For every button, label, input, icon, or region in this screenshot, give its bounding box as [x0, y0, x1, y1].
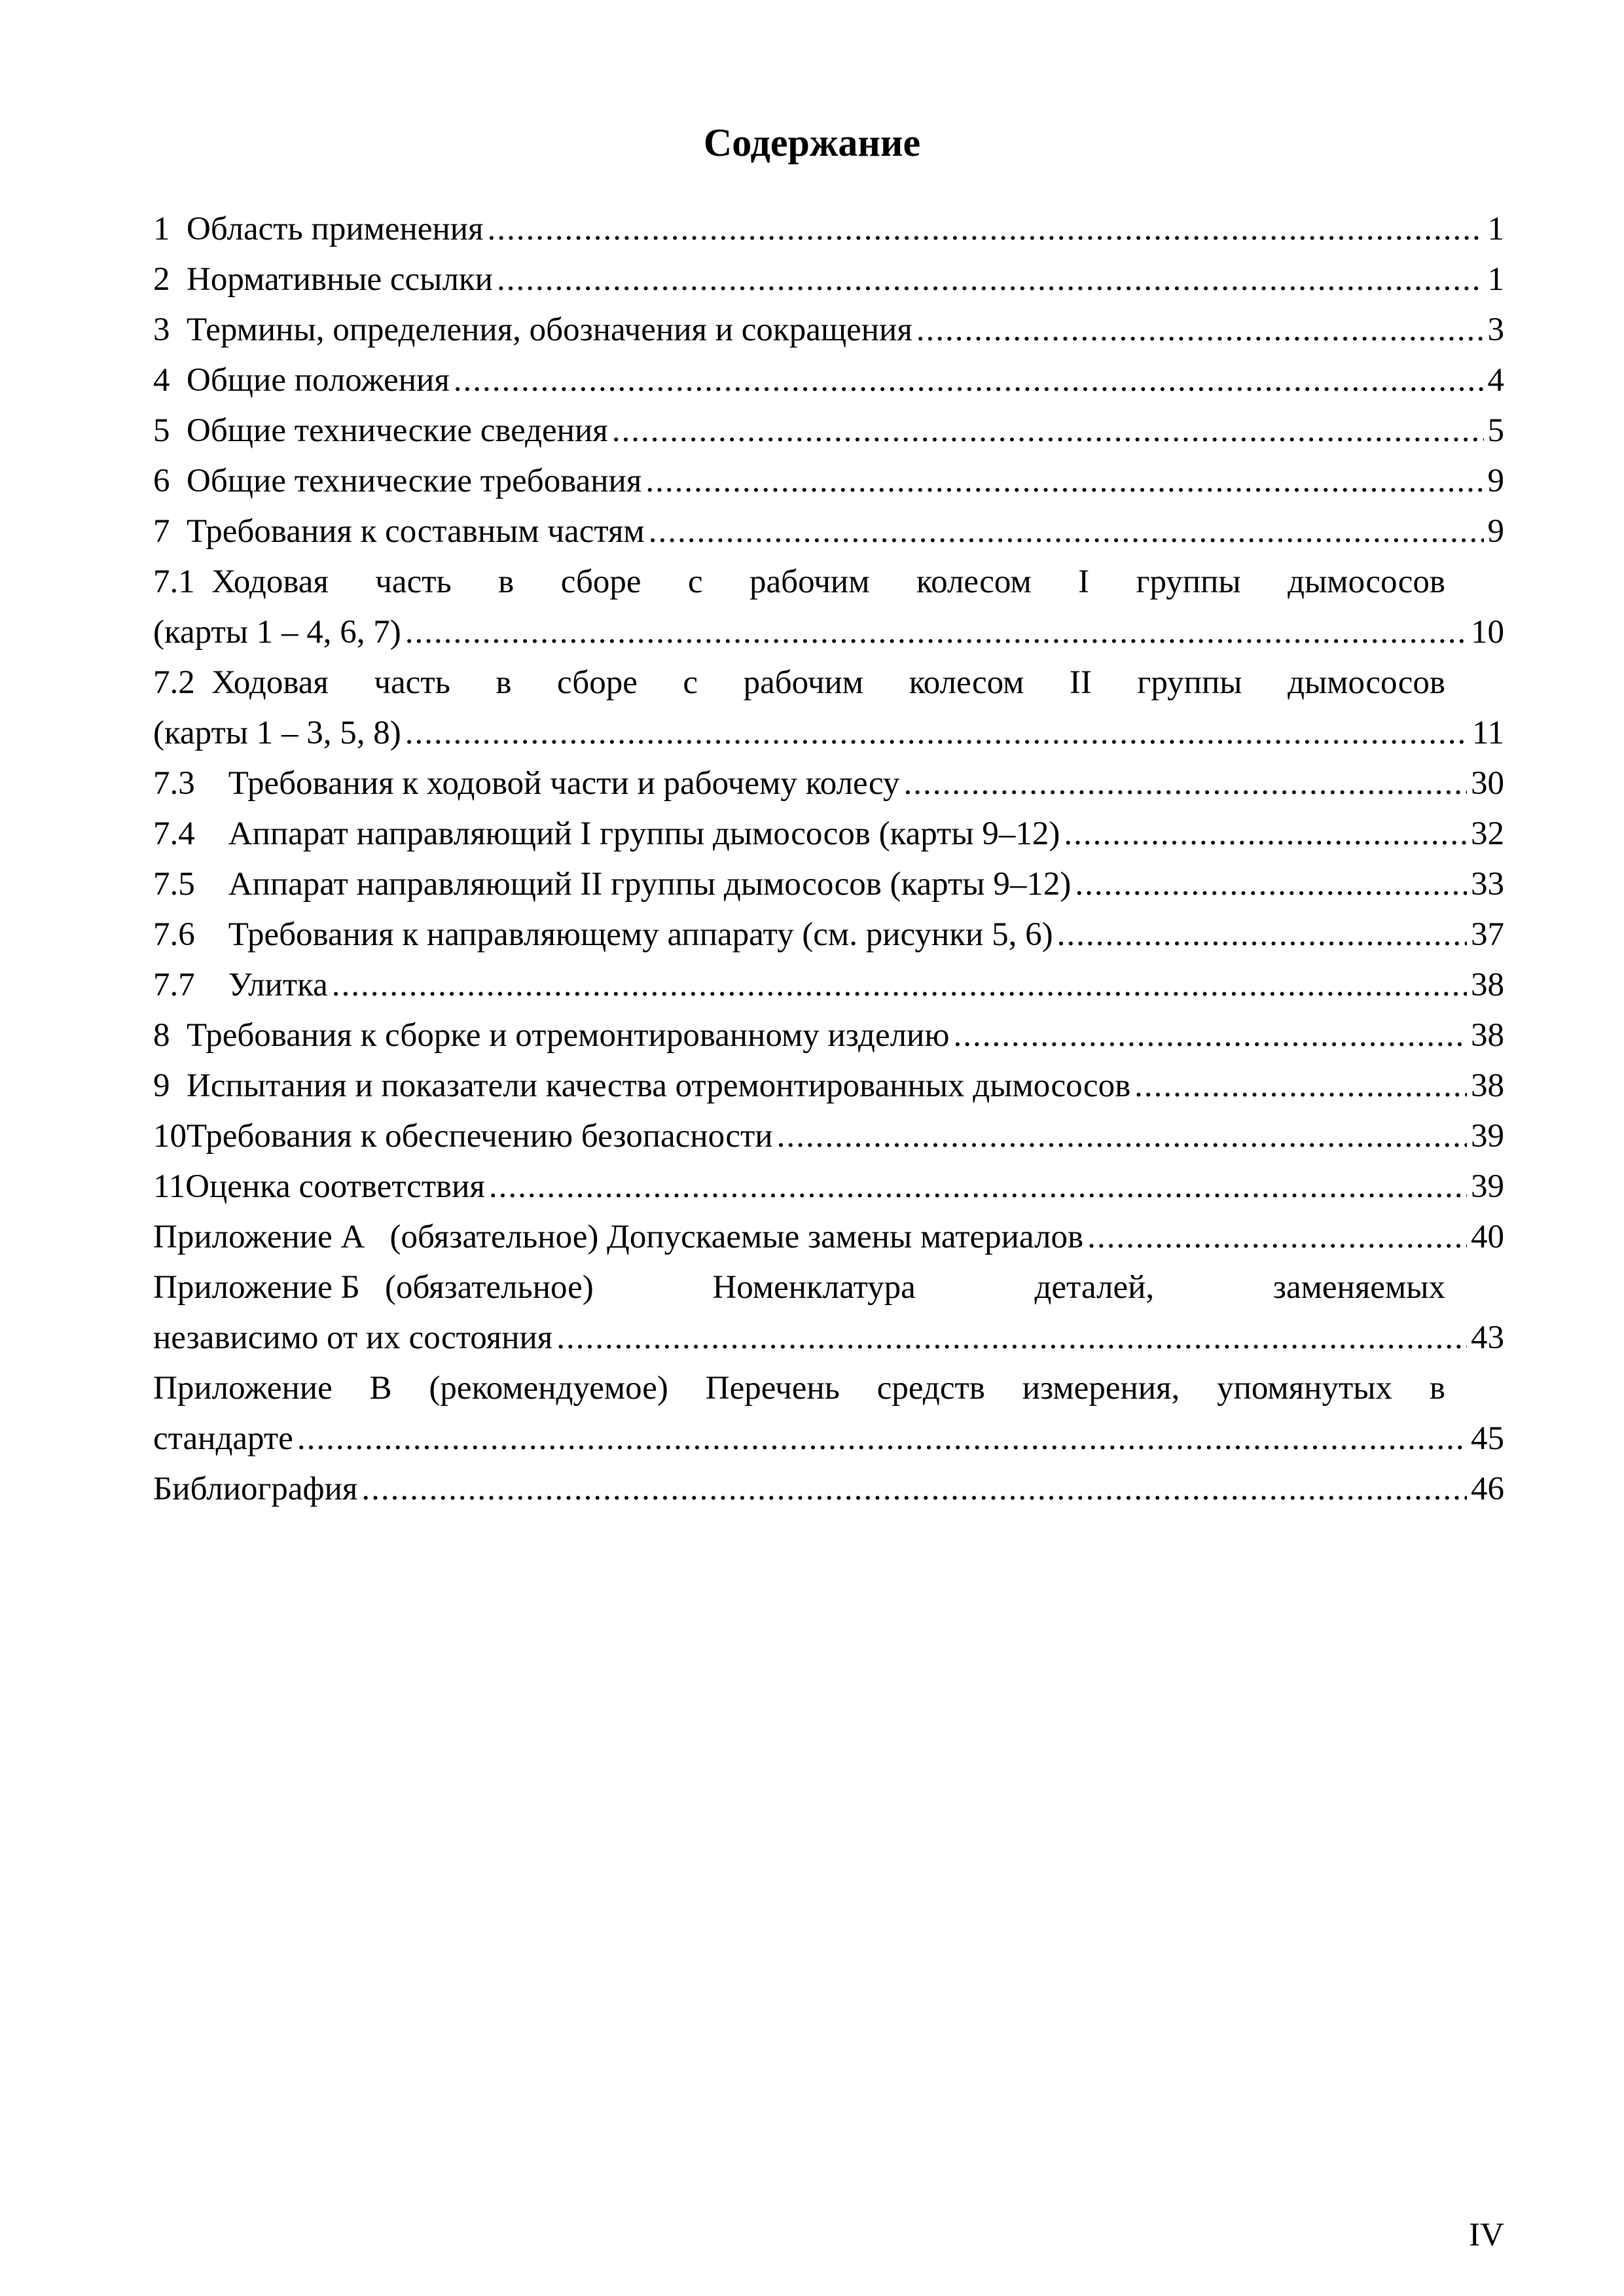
- toc-entry[interactable]: [153, 859, 1504, 910]
- toc-entry[interactable]: [153, 255, 1504, 305]
- toc-entry-first-line[interactable]: [153, 658, 1504, 708]
- toc-entry[interactable]: [153, 759, 1504, 809]
- toc-entry-page: 38: [1471, 967, 1504, 1003]
- toc-word: Приложение Б (обязательное): [153, 1269, 594, 1306]
- dot-leader: [777, 1111, 1467, 1162]
- toc-entry-title: 7.7 Улитка: [153, 967, 328, 1003]
- toc-word: колесом: [909, 664, 1024, 701]
- toc-word: дымососов: [1288, 564, 1445, 600]
- toc-word: группы: [1136, 564, 1241, 600]
- dot-leader: [297, 1414, 1467, 1464]
- table-of-contents: [153, 204, 1504, 1515]
- toc-entry-title: 1 Область применения: [153, 211, 484, 247]
- toc-entry-title: 7 Требования к составным частям: [153, 513, 645, 550]
- dot-leader: [612, 406, 1484, 456]
- toc-entry[interactable]: [153, 1162, 1504, 1212]
- toc-entry-page: 40: [1471, 1219, 1504, 1255]
- dot-leader: [645, 456, 1483, 507]
- toc-entry[interactable]: [153, 607, 1504, 658]
- toc-entry-first-line[interactable]: [153, 1263, 1504, 1313]
- toc-entry-page: 9: [1487, 463, 1504, 499]
- toc-word: II: [1069, 664, 1092, 701]
- toc-word: часть: [375, 564, 452, 600]
- toc-entry-page: 1: [1487, 211, 1504, 247]
- toc-entry-title: Библиография: [153, 1471, 358, 1507]
- toc-entry-first-line[interactable]: [153, 557, 1504, 607]
- toc-entry-title: 7.3 Требования к ходовой части и рабочему колесу: [153, 765, 900, 802]
- toc-entry[interactable]: [153, 809, 1504, 859]
- toc-entry-title: 3 Термины, определения, обозначения и сокращения: [153, 312, 912, 348]
- toc-entry-title: (карты 1 – 4, 6, 7): [153, 614, 401, 651]
- toc-entry-title: 11Оценка соответствия: [153, 1168, 485, 1205]
- toc-entry[interactable]: [153, 507, 1504, 557]
- toc-entry-page: 11: [1471, 715, 1504, 751]
- toc-entry[interactable]: [153, 1464, 1504, 1515]
- dot-leader: [1134, 1061, 1467, 1111]
- dot-leader: [953, 1011, 1467, 1061]
- toc-entry-title: 9 Испытания и показатели качества отремонтированных дымососов: [153, 1067, 1131, 1104]
- toc-word: упомянутых: [1217, 1370, 1392, 1407]
- toc-word: с: [683, 664, 698, 701]
- toc-entry-page: 9: [1487, 513, 1504, 550]
- toc-entry-first-line[interactable]: [153, 1363, 1504, 1414]
- toc-entry-page: 32: [1471, 816, 1504, 852]
- toc-word: измерения,: [1022, 1370, 1180, 1407]
- toc-entry-title: стандарте: [153, 1420, 293, 1457]
- dot-leader: [1087, 1212, 1467, 1263]
- toc-word: Номенклатура: [712, 1269, 916, 1306]
- dot-leader: [489, 1162, 1467, 1212]
- toc-word: В: [369, 1370, 392, 1407]
- toc-word: 7.1 Ходовая: [153, 564, 329, 600]
- toc-entry-page: 38: [1471, 1017, 1504, 1054]
- toc-entry[interactable]: [153, 708, 1504, 759]
- toc-entry[interactable]: [153, 1212, 1504, 1263]
- toc-word: дымососов: [1288, 664, 1445, 701]
- toc-entry[interactable]: [153, 456, 1504, 507]
- toc-entry[interactable]: [153, 960, 1504, 1011]
- dot-leader: [361, 1464, 1467, 1515]
- toc-word: 7.2 Ходовая: [153, 664, 329, 701]
- toc-entry[interactable]: [153, 1414, 1504, 1464]
- toc-entry-page: 37: [1471, 916, 1504, 953]
- toc-entry-title: 2 Нормативные ссылки: [153, 261, 493, 298]
- toc-word: Приложение: [153, 1370, 333, 1407]
- toc-entry-page: 1: [1487, 261, 1504, 298]
- dot-leader: [903, 759, 1467, 809]
- toc-entry-page: 5: [1487, 412, 1504, 449]
- dot-leader: [497, 255, 1484, 305]
- toc-entry-title: 7.4 Аппарат направляющий I группы дымососов (карты 9–12): [153, 816, 1060, 852]
- toc-entry-title: 7.5 Аппарат направляющий II группы дымососов (карты 9–12): [153, 866, 1072, 903]
- toc-entry-page: 4: [1487, 362, 1504, 399]
- toc-entry-title: Приложение А (обязательное) Допускаемые замены материалов: [153, 1219, 1084, 1255]
- toc-word: рабочим: [749, 564, 870, 600]
- toc-entry[interactable]: [153, 406, 1504, 456]
- toc-entry-page: 43: [1471, 1319, 1504, 1356]
- toc-word: в: [498, 564, 514, 600]
- toc-word: (рекомендуемое): [429, 1370, 668, 1407]
- toc-word: средств: [876, 1370, 985, 1407]
- toc-entry-page: 45: [1471, 1420, 1504, 1457]
- toc-entry-page: 10: [1471, 614, 1504, 651]
- dot-leader: [332, 960, 1467, 1011]
- toc-entry[interactable]: [153, 305, 1504, 355]
- toc-entry[interactable]: [153, 1011, 1504, 1061]
- toc-entry-title: 4 Общие положения: [153, 362, 450, 399]
- toc-entry-title: независимо от их состояния: [153, 1319, 553, 1356]
- toc-word: деталей,: [1034, 1269, 1155, 1306]
- toc-entry-title: 6 Общие технические требования: [153, 463, 642, 499]
- toc-entry-page: 38: [1471, 1067, 1504, 1104]
- dot-leader: [1057, 910, 1467, 960]
- dot-leader: [405, 708, 1468, 759]
- toc-entry-page: 39: [1471, 1118, 1504, 1155]
- toc-entry[interactable]: [153, 204, 1504, 255]
- toc-title: Содержание: [703, 121, 921, 164]
- toc-entry-page: 39: [1471, 1168, 1504, 1205]
- toc-word: в: [1429, 1370, 1445, 1407]
- dot-leader: [649, 507, 1484, 557]
- dot-leader: [488, 204, 1484, 255]
- toc-entry-title: 10Требования к обеспечению безопасности: [153, 1118, 773, 1155]
- dot-leader: [454, 355, 1484, 406]
- toc-entry-title: (карты 1 – 3, 5, 8): [153, 715, 401, 751]
- dot-leader: [1064, 809, 1467, 859]
- toc-word: часть: [374, 664, 450, 701]
- toc-entry[interactable]: [153, 1313, 1504, 1363]
- toc-entry-title: 7.6 Требования к направляющему аппарату (см. рисунки 5, 6): [153, 916, 1053, 953]
- toc-word: рабочим: [743, 664, 864, 701]
- dot-leader: [405, 607, 1467, 658]
- dot-leader: [916, 305, 1484, 355]
- page-number: IV: [1469, 2217, 1504, 2253]
- toc-word: заменяемых: [1272, 1269, 1445, 1306]
- toc-entry-page: 46: [1471, 1471, 1504, 1507]
- dot-leader: [1075, 859, 1467, 910]
- toc-entry[interactable]: [153, 910, 1504, 960]
- toc-word: в: [496, 664, 512, 701]
- dot-leader: [556, 1313, 1467, 1363]
- toc-entry[interactable]: [153, 1111, 1504, 1162]
- toc-entry[interactable]: [153, 355, 1504, 406]
- toc-entry-title: 8 Требования к сборке и отремонтированному изделию: [153, 1017, 950, 1054]
- toc-word: сборе: [560, 564, 641, 600]
- toc-entry-page: 33: [1471, 866, 1504, 903]
- toc-word: I: [1078, 564, 1090, 600]
- toc-word: Перечень: [705, 1370, 840, 1407]
- toc-word: группы: [1137, 664, 1242, 701]
- toc-entry-page: 3: [1487, 312, 1504, 348]
- toc-entry[interactable]: [153, 1061, 1504, 1111]
- toc-entry-page: 30: [1471, 765, 1504, 802]
- toc-entry-title: 5 Общие технические сведения: [153, 412, 608, 449]
- toc-word: колесом: [916, 564, 1032, 600]
- toc-word: с: [687, 564, 703, 600]
- toc-word: сборе: [557, 664, 638, 701]
